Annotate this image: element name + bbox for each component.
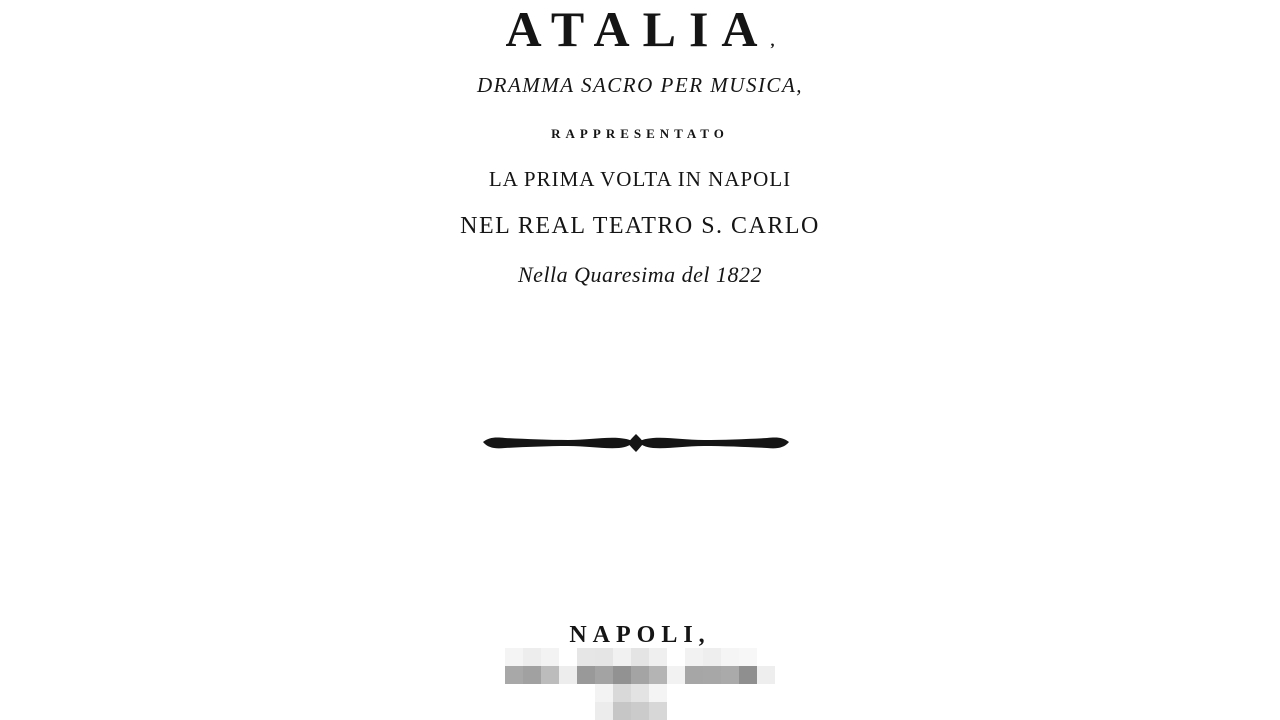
- ornament-center-diamond: [628, 434, 644, 452]
- redacted-imprint-line: [505, 648, 775, 684]
- performance-label: RAPPRESENTATO: [551, 126, 729, 141]
- ornament-left-swash: [483, 437, 633, 448]
- decorative-rule-icon: [482, 430, 790, 456]
- redacted-imprint-year: [595, 684, 667, 720]
- genre-subtitle: DRAMMA SACRO PER MUSICA,: [476, 73, 804, 97]
- work-title: [0, 0, 1280, 71]
- theatre-line: NEL REAL TEATRO S. CARLO: [460, 213, 820, 239]
- publication-place: NAPOLI,: [569, 622, 711, 648]
- season-date-line: Nella Quaresima del 1822: [518, 262, 762, 287]
- first-performance-line: LA PRIMA VOLTA IN NAPOLI: [488, 167, 792, 191]
- title-comma: ,: [770, 33, 775, 50]
- work-title-text: ATALIA: [505, 1, 771, 57]
- ornament-right-swash: [639, 437, 789, 448]
